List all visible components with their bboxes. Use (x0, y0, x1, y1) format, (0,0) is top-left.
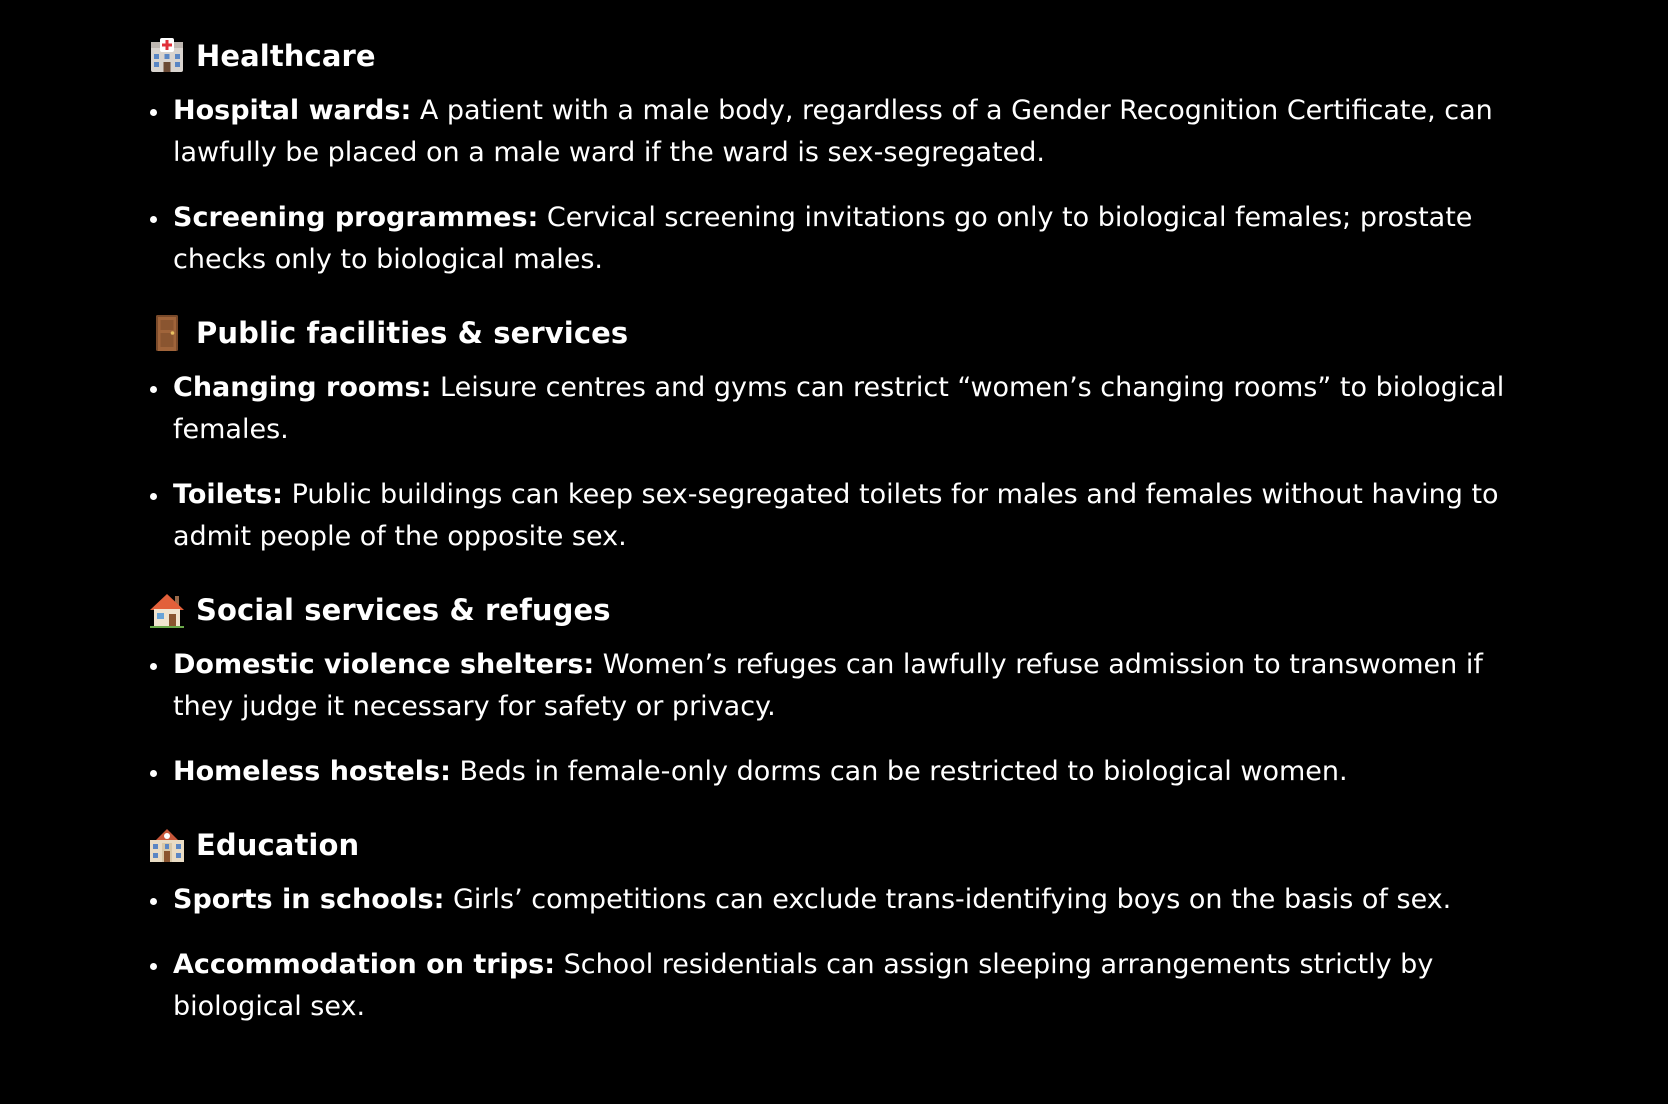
bullet-list (148, 644, 1528, 793)
item-text: Beds in female-only dorms can be restricted to biological women. (450, 756, 1348, 787)
bullet-icon (150, 663, 157, 670)
bullet-icon (150, 109, 157, 116)
bullet-icon (150, 216, 157, 223)
item-text: Cervical screening invitations go only to biological females; prostate checks only to biological males. (173, 202, 1473, 275)
list-item (148, 879, 1528, 921)
section-heading (148, 311, 1528, 355)
door-icon (148, 314, 186, 352)
list-item (148, 644, 1528, 728)
item-term: Accommodation on trips: (173, 949, 555, 980)
bullet-list (148, 367, 1528, 558)
house-icon (148, 591, 186, 629)
item-term: Homeless hostels: (173, 756, 451, 787)
section-title: Social services & refuges (196, 593, 611, 627)
list-item (148, 474, 1528, 558)
bullet-icon (150, 898, 157, 905)
section-heading (148, 34, 1528, 78)
section-title: Education (196, 828, 360, 862)
bullet-icon (150, 770, 157, 777)
bullet-icon (150, 493, 157, 500)
item-term: Hospital wards: (173, 95, 412, 126)
item-term: Domestic violence shelters: (173, 649, 595, 680)
item-term: Sports in schools: (173, 884, 445, 915)
section-public-facilities (148, 311, 1528, 558)
list-item (148, 90, 1528, 174)
item-text: Leisure centres and gyms can restrict “women’s changing rooms” to biological females. (173, 372, 1505, 445)
hospital-icon (148, 37, 186, 75)
bullet-icon (150, 963, 157, 970)
bullet-icon (150, 386, 157, 393)
bullet-list (148, 90, 1528, 281)
section-education (148, 823, 1528, 1028)
list-item (148, 751, 1528, 793)
item-term: Screening programmes: (173, 202, 539, 233)
item-text: Girls’ competitions can exclude trans-identifying boys on the basis of sex. (444, 884, 1452, 915)
section-title: Healthcare (196, 39, 376, 73)
list-item (148, 367, 1528, 451)
section-title: Public facilities & services (196, 316, 629, 350)
section-healthcare (148, 34, 1528, 281)
section-heading (148, 823, 1528, 867)
section-heading (148, 588, 1528, 632)
section-social-services (148, 588, 1528, 793)
list-item (148, 944, 1528, 1028)
item-term: Toilets: (173, 479, 283, 510)
list-item (148, 197, 1528, 281)
item-term: Changing rooms: (173, 372, 432, 403)
message-content (148, 34, 1528, 1028)
item-text: Women’s refuges can lawfully refuse admission to transwomen if they judge it necessary for safety or privacy. (173, 649, 1483, 722)
item-text: School residentials can assign sleeping arrangements strictly by biological sex. (173, 949, 1434, 1022)
item-text: A patient with a male body, regardless of a Gender Recognition Certificate, can lawfully be placed on a male ward if the ward is sex-segregated. (173, 95, 1493, 168)
item-text: Public buildings can keep sex-segregated toilets for males and females without having to admit people of the opposite sex. (173, 479, 1499, 552)
school-icon (148, 826, 186, 864)
bullet-list (148, 879, 1528, 1028)
